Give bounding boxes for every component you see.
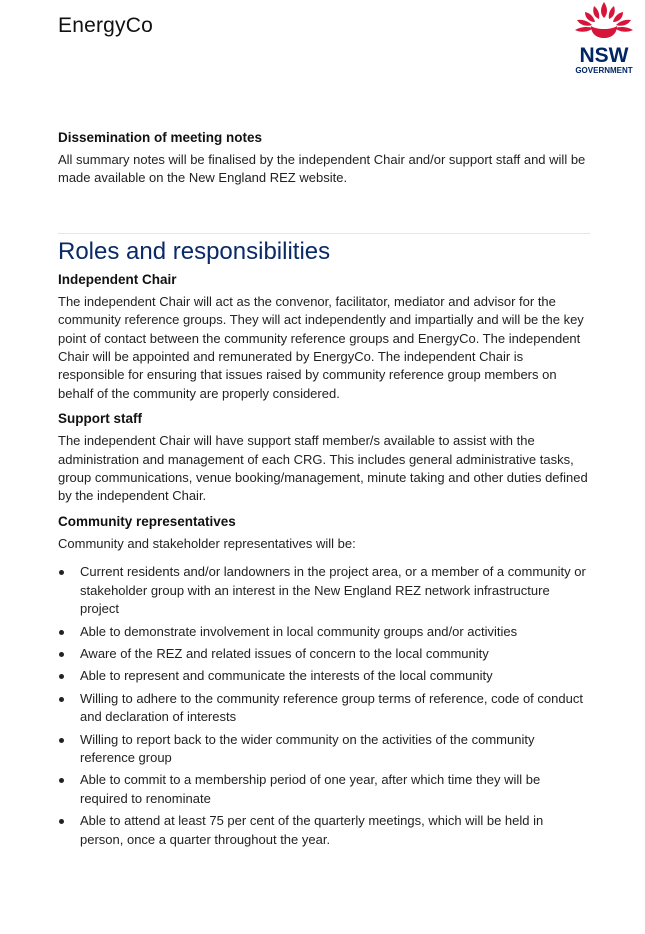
list-item: Willing to adhere to the community reference group terms of reference, code of conduct and declaration of interests (58, 690, 590, 727)
brand-name: EnergyCo (58, 14, 153, 37)
support-text: The independent Chair will have support staff member/s available to assist with the administration and management of each CRG. This includes general administrative tasks, group communications, venue booking/management, minute taking and other duties defined by the independent Chair. (58, 433, 588, 504)
roles-title: Roles and responsibilities (58, 237, 331, 265)
list-item: Aware of the REZ and related issues of concern to the local community (58, 645, 590, 663)
list-item: Able to attend at least 75 per cent of the quarterly meetings, which will be held in person, once a quarter throughout the year. (58, 812, 590, 849)
community-heading: Community representatives (58, 513, 236, 529)
document-body (58, 130, 590, 853)
list-item: Current residents and/or landowners in the project area, or a member of a community or stakeholder group with an interest in the New England REZ network infrastructure project (58, 563, 590, 618)
chair-text: The independent Chair will act as the convenor, facilitator, mediator and advisor for the community reference groups. They will act independently and impartially and will be the key point of contact between the community reference groups and EnergyCo. The independent Chair will be appointed and remunerated by EnergyCo. The independent Chair is responsible for ensuring that issues raised by community reference group members on behalf of the community are properly considered. (58, 293, 584, 401)
waratah-flower-icon (575, 2, 633, 38)
nsw-government-logo (567, 0, 641, 78)
section-divider (58, 233, 590, 234)
list-item: Able to commit to a membership period of one year, after which time they will be required to renominate (58, 771, 590, 808)
community-requirements-list (58, 563, 590, 849)
notes-heading: Dissemination of meeting notes (58, 130, 263, 145)
logo-nsw-text: NSW (579, 44, 629, 67)
community-intro: Community and stakeholder representatives will be: (58, 535, 356, 551)
list-item: Willing to report back to the wider community on the activities of the community reference group (58, 731, 590, 768)
list-item: Able to demonstrate involvement in local community groups and/or activities (58, 623, 590, 641)
notes-text: All summary notes will be finalised by the independent Chair and/or support staff and will be made available on the New England REZ website. (58, 152, 586, 186)
logo-government-text: GOVERNMENT (575, 66, 633, 75)
chair-heading: Independent Chair (58, 271, 177, 287)
support-heading: Support staff (58, 411, 142, 427)
list-item: Able to represent and communicate the interests of the local community (58, 667, 590, 685)
